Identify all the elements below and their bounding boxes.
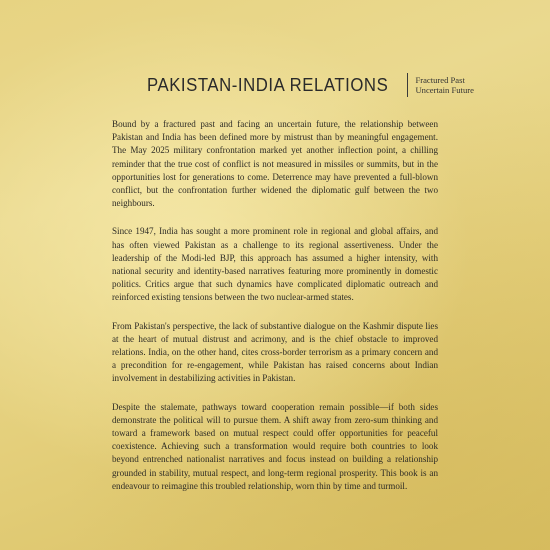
paragraph-3: From Pakistan's perspective, the lack of substantive dialogue on the Kashmir dispute lies at the heart of mutual distrust and acrimony, and is the chief obstacle to improved relations. India, on the other hand, cites cross-border terrorism as a primary concern and a precondition for re-engagement, while Pakistan has raised concerns about Indian involvement in destabilizing activities in Pakistan. [112, 320, 438, 384]
book-subtitle [415, 75, 473, 95]
paragraph-1: Bound by a fractured past and facing an uncertain future, the relationship between Pakistan and India has been defined more by mistrust than by meaningful engagement. The May 2025 military confrontation marked yet another inflection point, a chilling reminder that the true cost of conflict is not measured in missiles or summits, but in the opportunities lost for generations to come. Deterrence may have prevented a full-blown conflict, but the confrontation further widened the diplomatic gulf between the two neighbours. [112, 119, 438, 209]
paragraph-2: Since 1947, India has sought a more prominent role in regional and global affairs, and has often viewed Pakistan as a challenge to its regional assertiveness. Under the leadership of the Modi-led BJP, this approach has assumed a higher intensity, with national security and identity-based narratives featuring more prominently in domestic politics. Critics argue that such dynamics have complicated diplomatic outreach and reinforced existing tensions between the two nuclear-armed states. [112, 226, 438, 303]
title-divider [407, 73, 408, 97]
subtitle-line-1: Fractured Past [415, 75, 465, 85]
title-block [147, 73, 474, 97]
blurb-text [112, 118, 438, 508]
subtitle-line-2: Uncertain Future [415, 85, 474, 95]
book-title: PAKISTAN-INDIA RELATIONS [147, 75, 389, 95]
paragraph-4: Despite the stalemate, pathways toward cooperation remain possible—if both sides demonstrate the political will to pursue them. A shift away from zero-sum thinking and toward a framework based on mutual respect could offer opportunities for peaceful coexistence. Achieving such a transformation would require both countries to look beyond entrenched nationalist narratives and focus instead on building a relationship grounded in stability, mutual respect, and long-term regional prosperity. This book is an endeavour to reimagine this troubled relationship, worn thin by time and turmoil. [112, 401, 438, 491]
